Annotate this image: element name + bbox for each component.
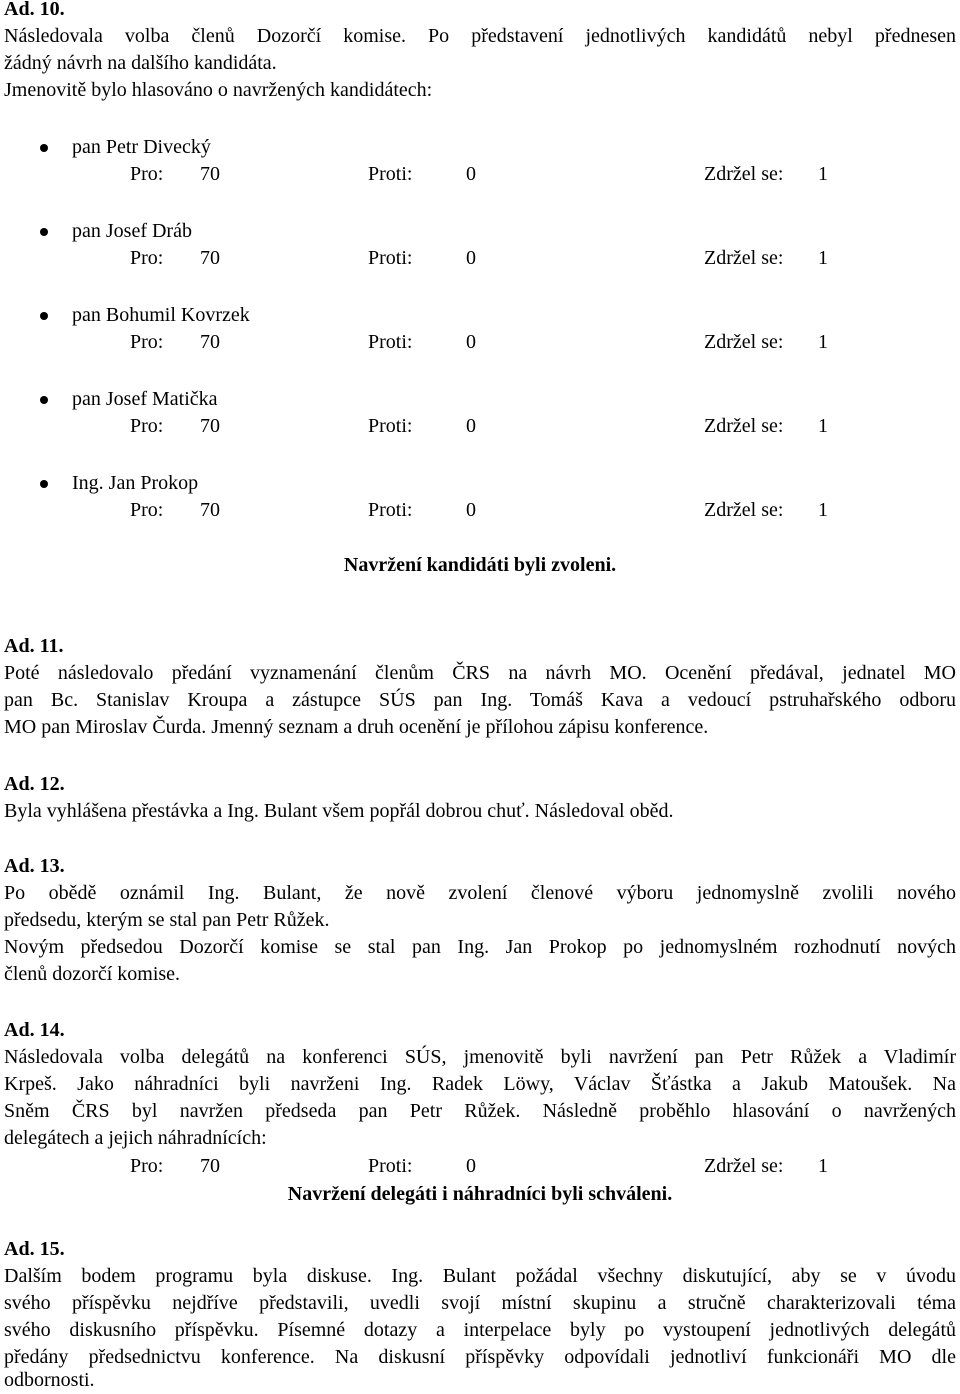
- vote-pro-value: 70: [200, 163, 220, 185]
- paragraph-line: delegátech a jejich náhradnících:: [4, 1127, 267, 1149]
- vote-proti-value: 0: [466, 247, 476, 269]
- bullet-icon: [40, 144, 48, 152]
- vote-zdrzel-value: 1: [818, 415, 828, 437]
- paragraph-line: Následovala volba členů Dozorčí komise. Po představení jednotlivých kandidátů nebyl přednesen: [4, 25, 956, 47]
- vote-zdrzel-label: Zdržel se:: [704, 499, 784, 521]
- bullet-icon: [40, 480, 48, 488]
- vote-pro-value: 70: [200, 331, 220, 353]
- vote-zdrzel-label: Zdržel se:: [704, 415, 784, 437]
- vote-zdrzel-value: 1: [818, 331, 828, 353]
- paragraph-line: Po obědě oznámil Ing. Bulant, že nově zvolení členové výboru jednomyslně zvolili nového: [4, 882, 956, 904]
- paragraph-line: Následovala volba delegátů na konferenci SÚS, jmenovitě byli navržení pan Petr Růžek a Vladimír: [4, 1046, 956, 1068]
- vote-proti-label: Proti:: [368, 415, 413, 437]
- vote-proti-value: 0: [466, 499, 476, 521]
- vote-pro-value: 70: [200, 499, 220, 521]
- section-heading-ad14: Ad. 14.: [4, 1019, 65, 1041]
- vote-pro-value: 70: [200, 1155, 220, 1177]
- section-heading-ad10: Ad. 10.: [4, 0, 65, 20]
- vote-zdrzel-label: Zdržel se:: [704, 331, 784, 353]
- vote-zdrzel-label: Zdržel se:: [704, 163, 784, 185]
- paragraph-line: předsedu, kterým se stal pan Petr Růžek.: [4, 909, 330, 931]
- vote-proti-label: Proti:: [368, 247, 413, 269]
- candidate-name: pan Bohumil Kovrzek: [72, 304, 250, 326]
- result-statement: Navržení kandidáti byli zvoleni.: [343, 554, 617, 576]
- vote-proti-label: Proti:: [368, 331, 413, 353]
- candidate-name: pan Josef Matička: [72, 388, 218, 410]
- paragraph-line: MO pan Miroslav Čurda. Jmenný seznam a druh ocenění je přílohou zápisu konference.: [4, 716, 709, 738]
- vote-zdrzel-value: 1: [818, 247, 828, 269]
- paragraph-line: odbornosti.: [4, 1369, 95, 1391]
- vote-zdrzel-value: 1: [818, 499, 828, 521]
- vote-proti-value: 0: [466, 331, 476, 353]
- vote-proti-value: 0: [466, 163, 476, 185]
- vote-proti-label: Proti:: [368, 163, 413, 185]
- paragraph-line: Byla vyhlášena přestávka a Ing. Bulant všem popřál dobrou chuť. Následoval oběd.: [4, 800, 674, 822]
- section-heading-ad13: Ad. 13.: [4, 855, 65, 877]
- section-heading-ad15: Ad. 15.: [4, 1238, 65, 1260]
- paragraph-line: svého diskusního příspěvku. Písemné dotazy a interpelace byly po vystoupení jednotlivých delegátů: [4, 1319, 956, 1341]
- paragraph-line: Sněm ČRS byl navržen předseda pan Petr Růžek. Následně proběhlo hlasování o navržených: [4, 1100, 956, 1122]
- vote-zdrzel-label: Zdržel se:: [704, 1155, 784, 1177]
- vote-zdrzel-value: 1: [818, 1155, 828, 1177]
- paragraph-line: Jmenovitě bylo hlasováno o navržených kandidátech:: [4, 79, 433, 101]
- paragraph-line: Novým předsedou Dozorčí komise se stal pan Ing. Jan Prokop po jednomyslném rozhodnutí nových: [4, 936, 956, 958]
- bullet-icon: [40, 312, 48, 320]
- vote-proti-label: Proti:: [368, 499, 413, 521]
- paragraph-line: Dalším bodem programu byla diskuse. Ing. Bulant požádal všechny diskutující, aby se v úvodu: [4, 1265, 956, 1287]
- paragraph-line: předány předsednictvu konference. Na diskusní příspěvky odpovídali jednotliví funkcionáři MO dle: [4, 1346, 956, 1368]
- vote-pro-value: 70: [200, 247, 220, 269]
- paragraph-line: svého příspěvku nejdříve představili, uvedli svojí místní skupinu a stručně charakterizovali téma: [4, 1292, 956, 1314]
- paragraph-line: pan Bc. Stanislav Kroupa a zástupce SÚS pan Ing. Tomáš Kava a vedoucí pstruhařského odboru: [4, 689, 956, 711]
- candidate-name: pan Petr Divecký: [72, 136, 211, 158]
- vote-pro-value: 70: [200, 415, 220, 437]
- paragraph-line: Poté následovalo předání vyznamenání členům ČRS na návrh MO. Ocenění předával, jednatel MO: [4, 662, 956, 684]
- paragraph-line: členů dozorčí komise.: [4, 963, 181, 985]
- section-heading-ad12: Ad. 12.: [4, 773, 65, 795]
- bullet-icon: [40, 228, 48, 236]
- vote-pro-label: Pro:: [130, 247, 164, 269]
- vote-proti-value: 0: [466, 415, 476, 437]
- vote-pro-label: Pro:: [130, 415, 164, 437]
- vote-proti-label: Proti:: [368, 1155, 413, 1177]
- result-statement: Navržení delegáti i náhradníci byli schváleni.: [287, 1183, 673, 1205]
- candidate-name: Ing. Jan Prokop: [72, 472, 199, 494]
- vote-zdrzel-value: 1: [818, 163, 828, 185]
- vote-pro-label: Pro:: [130, 163, 164, 185]
- paragraph-line: Krpeš. Jako náhradníci byli navrženi Ing. Radek Löwy, Václav Šťástka a Jakub Matoušek. Na: [4, 1073, 956, 1095]
- vote-pro-label: Pro:: [130, 1155, 164, 1177]
- vote-pro-label: Pro:: [130, 331, 164, 353]
- candidate-name: pan Josef Dráb: [72, 220, 192, 242]
- vote-zdrzel-label: Zdržel se:: [704, 247, 784, 269]
- bullet-icon: [40, 396, 48, 404]
- vote-proti-value: 0: [466, 1155, 476, 1177]
- paragraph-line: žádný návrh na dalšího kandidáta.: [4, 52, 277, 74]
- section-heading-ad11: Ad. 11.: [4, 635, 64, 657]
- vote-pro-label: Pro:: [130, 499, 164, 521]
